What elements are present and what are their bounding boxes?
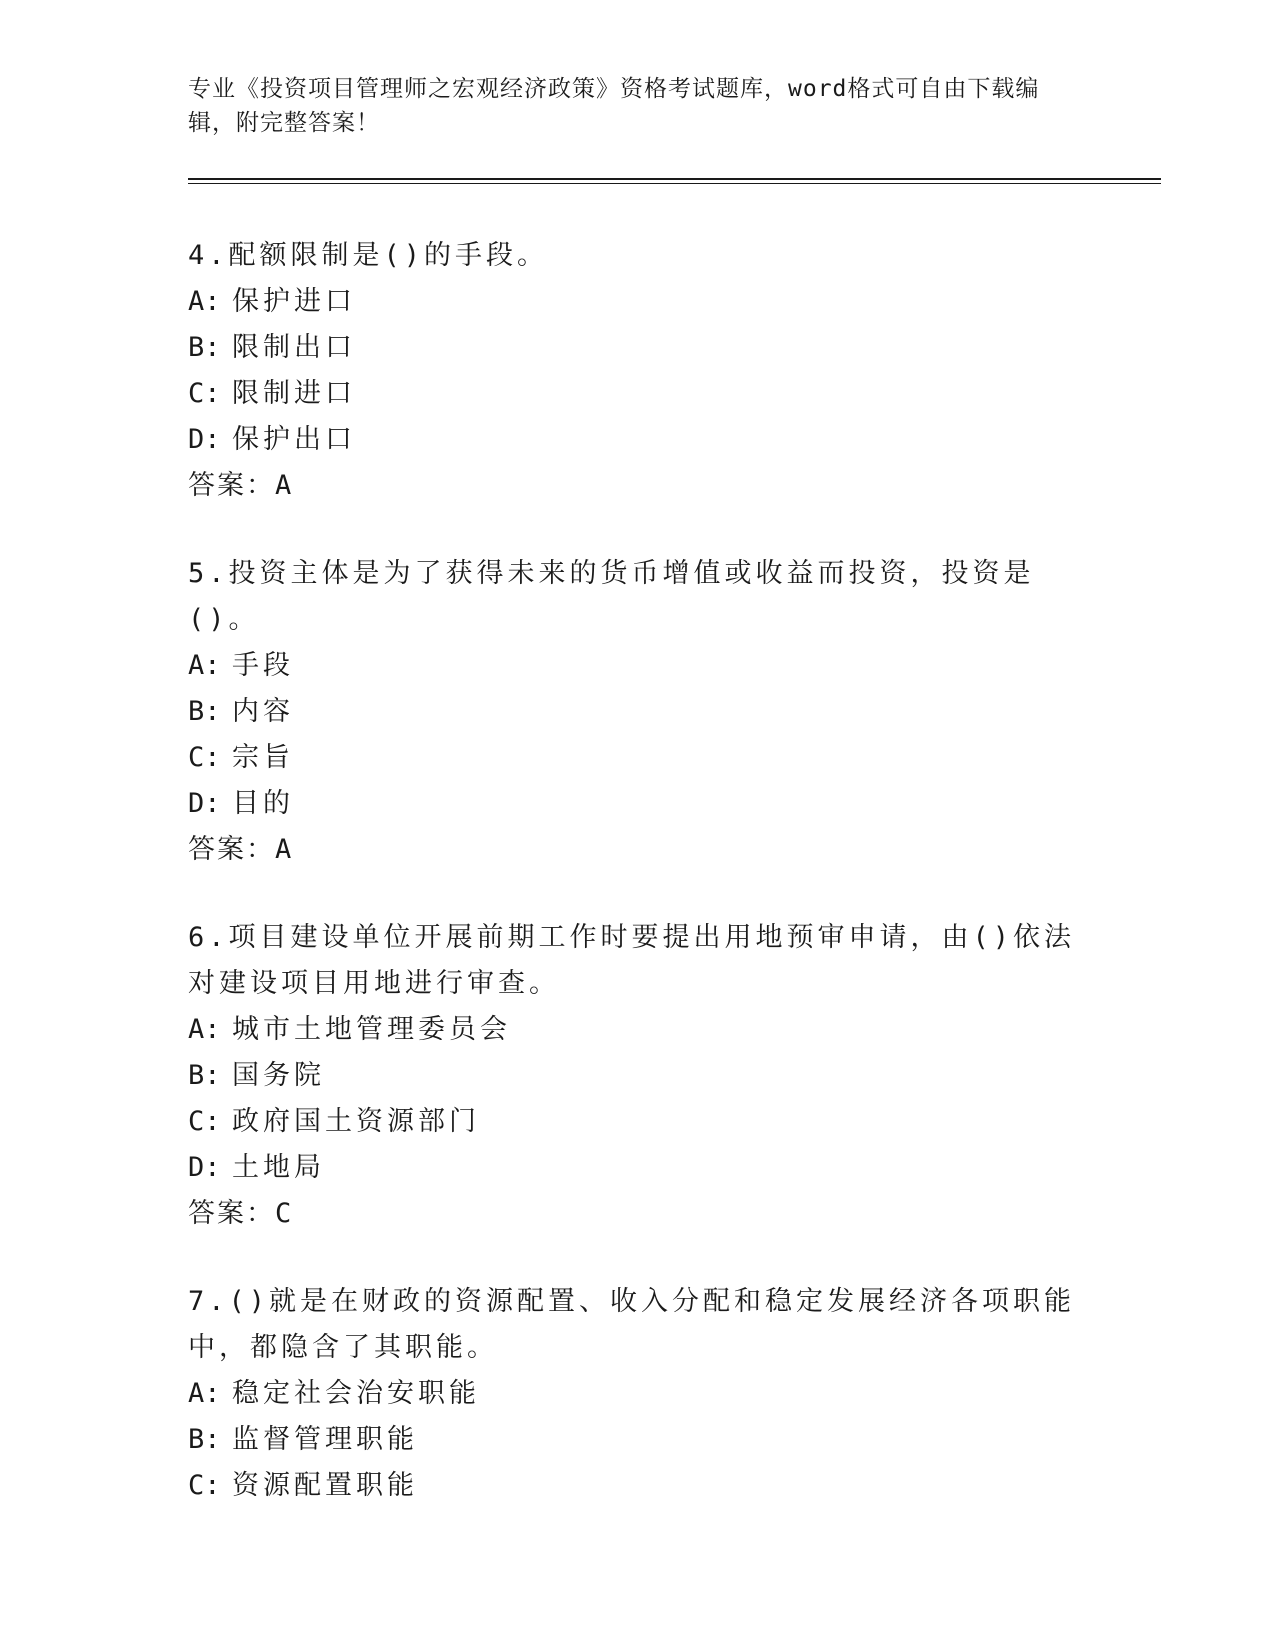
option-b bbox=[188, 1417, 1088, 1463]
option-letter: A: bbox=[188, 1014, 221, 1045]
option-text: 国务院 bbox=[232, 1060, 325, 1091]
option-letter: B: bbox=[188, 1060, 221, 1091]
option-text: 宗旨 bbox=[232, 742, 294, 773]
option-b bbox=[188, 1053, 1088, 1099]
option-text: 监督管理职能 bbox=[232, 1424, 418, 1455]
option-b bbox=[188, 325, 1088, 371]
answer-line bbox=[188, 1191, 1088, 1237]
option-text: 目的 bbox=[232, 788, 294, 819]
question-item bbox=[188, 551, 1088, 873]
option-text: 内容 bbox=[232, 696, 294, 727]
option-letter: C: bbox=[188, 742, 221, 773]
answer-line bbox=[188, 463, 1088, 509]
header-divider-thick bbox=[188, 178, 1161, 180]
header-divider-thin bbox=[188, 183, 1161, 184]
answer-label: 答案： bbox=[188, 470, 275, 501]
option-letter: D: bbox=[188, 788, 221, 819]
option-b bbox=[188, 689, 1088, 735]
option-text: 限制进口 bbox=[232, 378, 356, 409]
answer-line bbox=[188, 827, 1088, 873]
option-letter: D: bbox=[188, 1152, 221, 1183]
question-item bbox=[188, 1279, 1088, 1509]
option-a bbox=[188, 1007, 1088, 1053]
option-letter: A: bbox=[188, 286, 221, 317]
answer-value: C bbox=[275, 1198, 294, 1229]
question-stem: 7.()就是在财政的资源配置、收入分配和稳定发展经济各项职能中，都隐含了其职能。 bbox=[188, 1286, 1076, 1363]
option-letter: A: bbox=[188, 1378, 221, 1409]
option-a bbox=[188, 643, 1088, 689]
option-letter: A: bbox=[188, 650, 221, 681]
option-text: 资源配置职能 bbox=[232, 1470, 418, 1501]
option-text: 稳定社会治安职能 bbox=[232, 1378, 480, 1409]
option-text: 城市土地管理委员会 bbox=[232, 1014, 511, 1045]
option-text: 手段 bbox=[232, 650, 294, 681]
option-c bbox=[188, 371, 1088, 417]
answer-label: 答案： bbox=[188, 834, 275, 865]
question-list bbox=[188, 233, 1088, 1551]
document-header: 专业《投资项目管理师之宏观经济政策》资格考试题库，word格式可自由下载编辑，附完整答案！ bbox=[188, 76, 1040, 136]
option-text: 政府国土资源部门 bbox=[232, 1106, 480, 1137]
option-text: 保护进口 bbox=[232, 286, 356, 317]
option-letter: B: bbox=[188, 1424, 221, 1455]
question-stem: 5.投资主体是为了获得未来的货币增值或收益而投资，投资是()。 bbox=[188, 558, 1035, 635]
option-letter: B: bbox=[188, 696, 221, 727]
option-a bbox=[188, 1371, 1088, 1417]
option-text: 土地局 bbox=[232, 1152, 325, 1183]
question-item bbox=[188, 233, 1088, 509]
option-d bbox=[188, 417, 1088, 463]
option-text: 限制出口 bbox=[232, 332, 356, 363]
question-item bbox=[188, 915, 1088, 1237]
option-letter: C: bbox=[188, 378, 221, 409]
option-c bbox=[188, 1099, 1088, 1145]
option-letter: B: bbox=[188, 332, 221, 363]
option-c bbox=[188, 1463, 1088, 1509]
answer-value: A bbox=[275, 834, 294, 865]
option-d bbox=[188, 1145, 1088, 1191]
question-stem: 4.配额限制是()的手段。 bbox=[188, 240, 549, 271]
question-stem: 6.项目建设单位开展前期工作时要提出用地预审申请，由()依法对建设项目用地进行审查。 bbox=[188, 922, 1076, 999]
option-letter: D: bbox=[188, 424, 221, 455]
option-d bbox=[188, 781, 1088, 827]
answer-label: 答案： bbox=[188, 1198, 275, 1229]
answer-value: A bbox=[275, 470, 294, 501]
option-text: 保护出口 bbox=[232, 424, 356, 455]
option-a bbox=[188, 279, 1088, 325]
option-c bbox=[188, 735, 1088, 781]
option-letter: C: bbox=[188, 1106, 221, 1137]
option-letter: C: bbox=[188, 1470, 221, 1501]
